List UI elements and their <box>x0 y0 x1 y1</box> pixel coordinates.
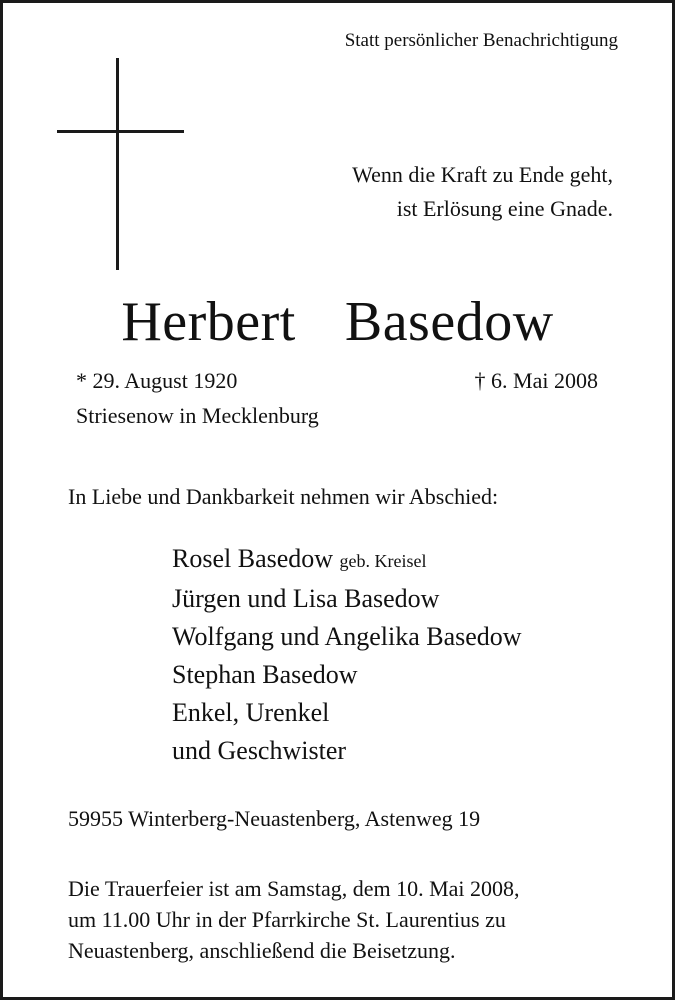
birth-date: * 29. August 1920 <box>76 368 238 393</box>
birthplace: Striesenow in Mecklenburg <box>76 403 319 428</box>
motto-line: ist Erlösung eine Gnade. <box>396 196 613 221</box>
farewell-line: In Liebe und Dankbarkeit nehmen wir Abschied: <box>68 484 499 509</box>
ceremony-info <box>68 873 520 966</box>
mourners-list <box>172 540 522 770</box>
death-date: † 6. Mai 2008 <box>474 368 598 393</box>
notice-header: Statt persönlicher Benachrichtigung <box>344 30 618 51</box>
cross-horizontal-bar <box>57 130 184 133</box>
cross-vertical-bar <box>116 58 119 270</box>
address: 59955 Winterberg-Neuastenberg, Astenweg 19 <box>68 806 481 831</box>
mourner-item: Wolfgang und Angelika Basedow <box>172 622 522 651</box>
mourner-maiden-name: geb. Kreisel <box>339 551 427 571</box>
motto <box>352 158 613 226</box>
mourner-item: Stephan Basedow <box>172 660 358 689</box>
mourner-name: Rosel Basedow <box>172 544 334 573</box>
mourner-item: und Geschwister <box>172 736 347 765</box>
deceased-name: Herbert Basedow <box>121 291 554 353</box>
ceremony-line: Die Trauerfeier ist am Samstag, dem 10. Mai 2008, <box>68 876 520 901</box>
mourner-item: Jürgen und Lisa Basedow <box>172 584 440 613</box>
motto-line: Wenn die Kraft zu Ende geht, <box>352 162 613 187</box>
ceremony-line: um 11.00 Uhr in der Pfarrkirche St. Laurentius zu <box>68 907 506 932</box>
mourner-item: Enkel, Urenkel <box>172 698 330 727</box>
ceremony-line: Neuastenberg, anschließend die Beisetzung. <box>68 938 456 963</box>
mourner-item <box>172 540 522 580</box>
